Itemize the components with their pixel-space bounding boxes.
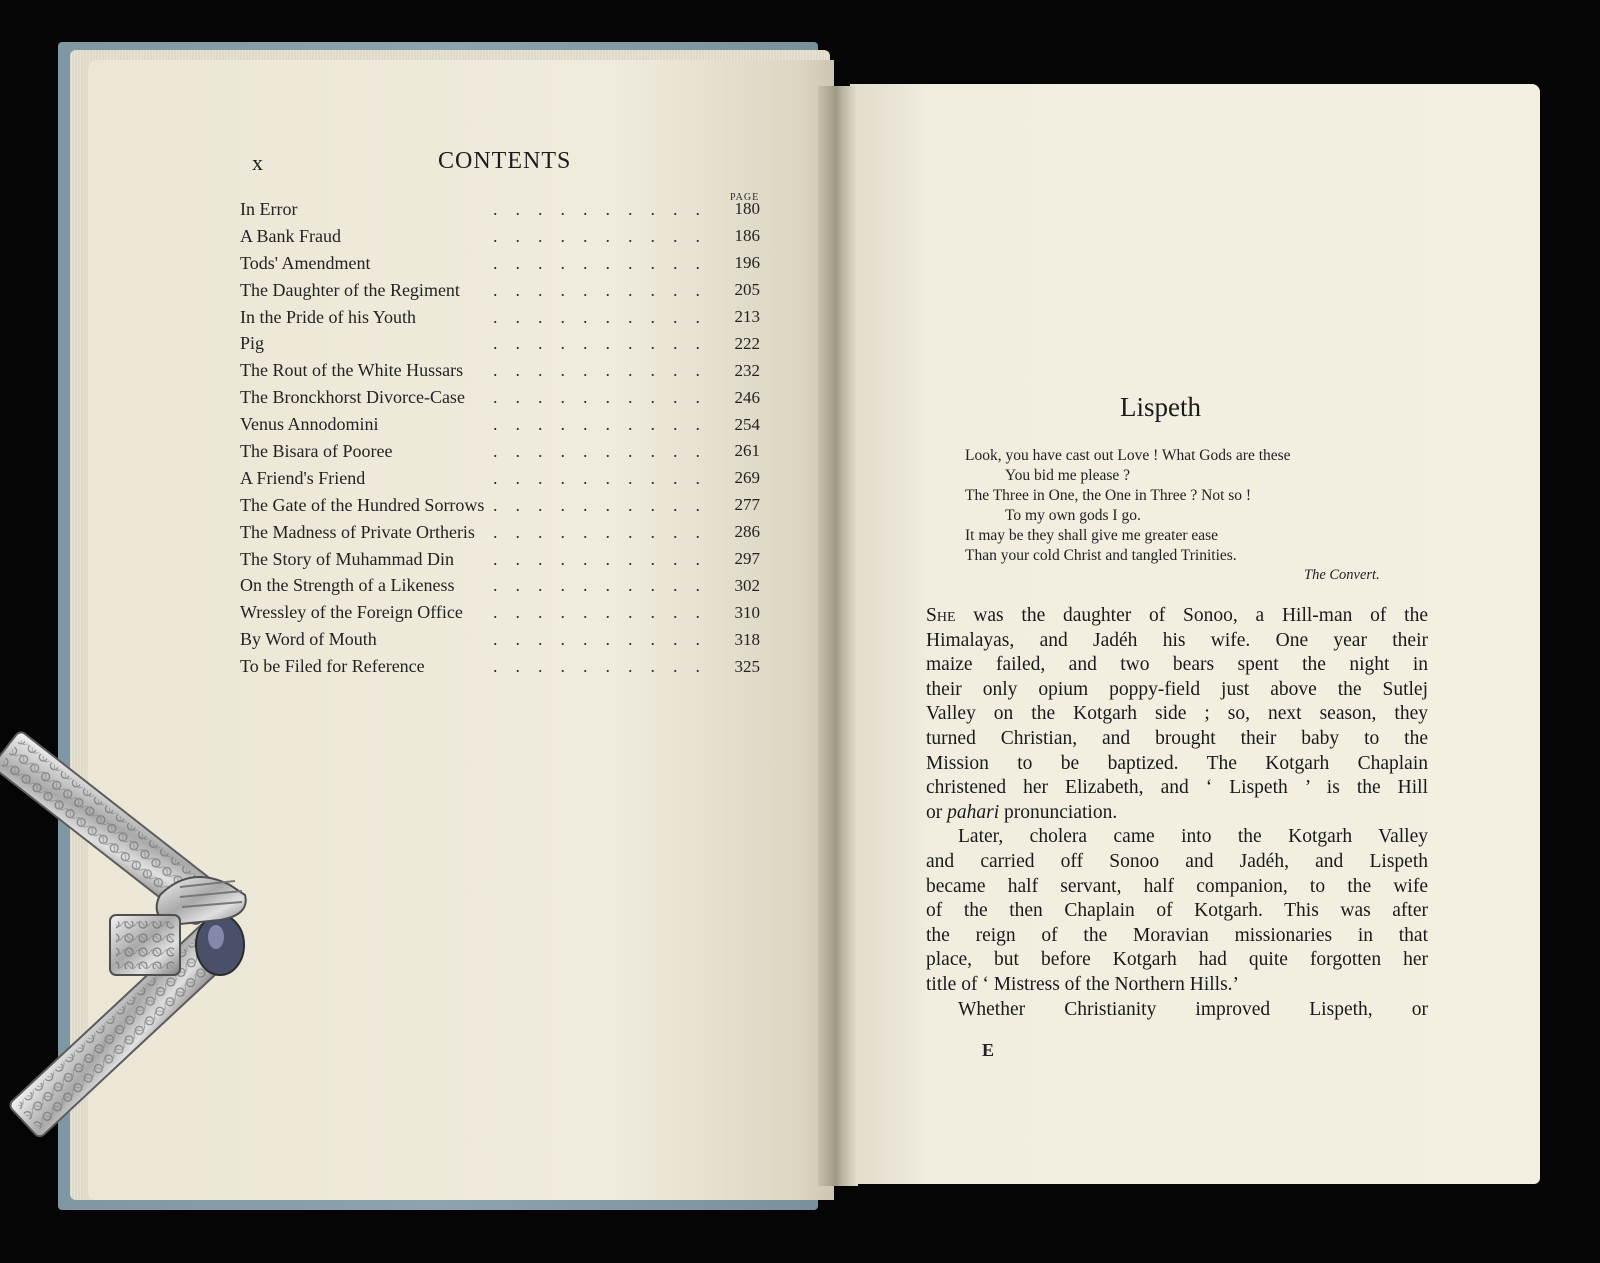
toc-row [240,546,760,573]
epigraph [965,446,1405,566]
toc-page: 246 [734,387,760,407]
drop-word: She [926,605,956,626]
table-of-contents [240,196,760,680]
toc-title: A Bank Fraud [240,225,341,246]
body-line [926,604,1428,629]
body-line: and carried off Sonoo and Jadéh, and Lispeth [926,850,1428,872]
body-line-text: or [926,801,948,823]
toc-leader-dots: .......... [493,521,718,542]
toc-title: Tods' Amendment [240,252,371,273]
toc-title: In the Pride of his Youth [240,306,417,327]
body-line: their only opium poppy-field just above the Sutlej [926,678,1428,700]
epigraph-line: You bid me please ? [1005,467,1130,484]
toc-title: The Rout of the White Hussars [240,360,464,381]
toc-page: 180 [734,199,760,219]
epigraph-line: It may be they shall give me greater ease [965,527,1219,544]
toc-leader-dots: .......... [493,629,718,650]
toc-page: 297 [734,549,760,569]
book-gutter [818,86,858,1186]
toc-title: To be Filed for Reference [240,656,425,677]
toc-page: 302 [734,575,760,595]
toc-row [240,411,760,438]
toc-page: 205 [734,280,760,300]
body-line-text: was the daughter of Sonoo, a Hill-man of the [955,605,1428,626]
toc-page: 318 [734,629,760,649]
toc-title: Pig [240,333,265,354]
signature-mark: E [982,1040,995,1060]
toc-title: The Madness of Private Ortheris [240,521,475,542]
toc-title: By Word of Mouth [240,629,377,650]
toc-page: 232 [734,360,760,380]
toc-leader-dots: .......... [493,414,718,435]
body-line: maize failed, and two bears spent the night in [926,654,1428,676]
body-line: Later, cholera came into the Kotgarh Valley [958,826,1428,848]
toc-title: The Bisara of Pooree [240,440,393,461]
epigraph-line: Than your cold Christ and tangled Trinities. [965,547,1237,564]
toc-leader-dots: .......... [493,602,718,623]
body-line: christened her Elizabeth, and ‘ Lispeth ’ is the Hill [926,777,1428,799]
toc-leader-dots: .......... [493,575,718,596]
toc-row [240,357,760,384]
toc-row [240,223,760,250]
toc-page: 186 [734,226,760,246]
toc-page: 213 [734,307,760,326]
toc-row [240,330,760,357]
toc-title: On the Strength of a Likeness [240,575,455,596]
toc-page: 286 [734,522,760,542]
toc-title: The Story of Muhammad Din [240,548,454,569]
toc-page: 254 [734,414,760,434]
toc-leader-dots: .......... [493,360,718,381]
toc-leader-dots: .......... [493,333,718,354]
toc-page: 310 [734,602,760,622]
epigraph-line: The Three in One, the One in Three ? Not so ! [965,487,1252,504]
toc-row [240,492,760,519]
contents-heading: CONTENTS [438,148,572,174]
toc-leader-dots: .......... [493,225,718,246]
toc-page: 222 [734,333,760,353]
toc-leader-dots: .......... [493,279,718,300]
toc-row [240,304,760,331]
body-line: Himalayas, and Jadéh his wife. One year their [926,629,1428,651]
toc-leader-dots: .......... [493,467,718,488]
toc-title: Wressley of the Foreign Office [240,602,463,623]
toc-page: 269 [734,468,760,488]
body-line: title of ‘ Mistress of the Northern Hills.’ [926,973,1240,995]
toc-leader-dots: .......... [493,548,718,569]
body-line [926,801,1428,826]
story-body [926,604,1428,1022]
toc-row [240,572,760,599]
toc-row [240,196,760,223]
body-line: the reign of the Moravian missionaries in that [926,924,1428,946]
page-number: x [252,150,263,175]
body-line: Whether Christianity improved Lispeth, or [958,998,1428,1020]
toc-title: In Error [240,198,298,219]
toc-title: A Friend's Friend [240,467,366,488]
body-line: Mission to be baptized. The Kotgarh Chaplain [926,752,1428,774]
toc-leader-dots: .......... [493,252,718,273]
toc-leader-dots: .......... [493,656,718,677]
silver-bookmark-icon [0,700,290,1140]
page-column-label: PAGE [730,192,760,203]
toc-leader-dots: .......... [493,440,718,461]
toc-row [240,465,760,492]
toc-row [240,277,760,304]
body-line-text: pronunciation. [999,801,1118,823]
toc-row [240,626,760,653]
toc-title: The Daughter of the Regiment [240,279,460,300]
toc-leader-dots: .......... [493,494,718,515]
story-title: Lispeth [1120,392,1201,422]
toc-row [240,599,760,626]
toc-title: The Gate of the Hundred Sorrows [240,494,485,515]
epigraph-line: To my own gods I go. [1005,507,1141,524]
body-line: Valley on the Kotgarh side ; so, next season, they [926,703,1428,725]
epigraph-attribution: The Convert. [1304,567,1380,583]
body-line: turned Christian, and brought their baby to the [926,727,1428,749]
toc-row [240,384,760,411]
toc-page: 277 [734,495,760,515]
toc-page: 325 [734,656,760,676]
toc-leader-dots: .......... [493,306,718,327]
toc-leader-dots: .......... [493,198,718,219]
toc-row [240,519,760,546]
toc-title: The Bronckhorst Divorce-Case [240,387,465,408]
toc-title: Venus Annodomini [240,414,379,435]
body-line: of the then Chaplain of Kotgarh. This was after [926,900,1428,922]
toc-row [240,653,760,680]
toc-page: 261 [734,441,760,461]
epigraph-line: Look, you have cast out Love ! What Gods are these [965,447,1291,464]
toc-row [240,250,760,277]
toc-page: 196 [734,253,760,273]
toc-leader-dots: .......... [493,387,718,408]
toc-row [240,438,760,465]
italic-word: pahari [947,801,1000,823]
body-line: became half servant, half companion, to the wife [926,875,1428,897]
body-line: place, but before Kotgarh had quite forgotten her [926,949,1428,971]
